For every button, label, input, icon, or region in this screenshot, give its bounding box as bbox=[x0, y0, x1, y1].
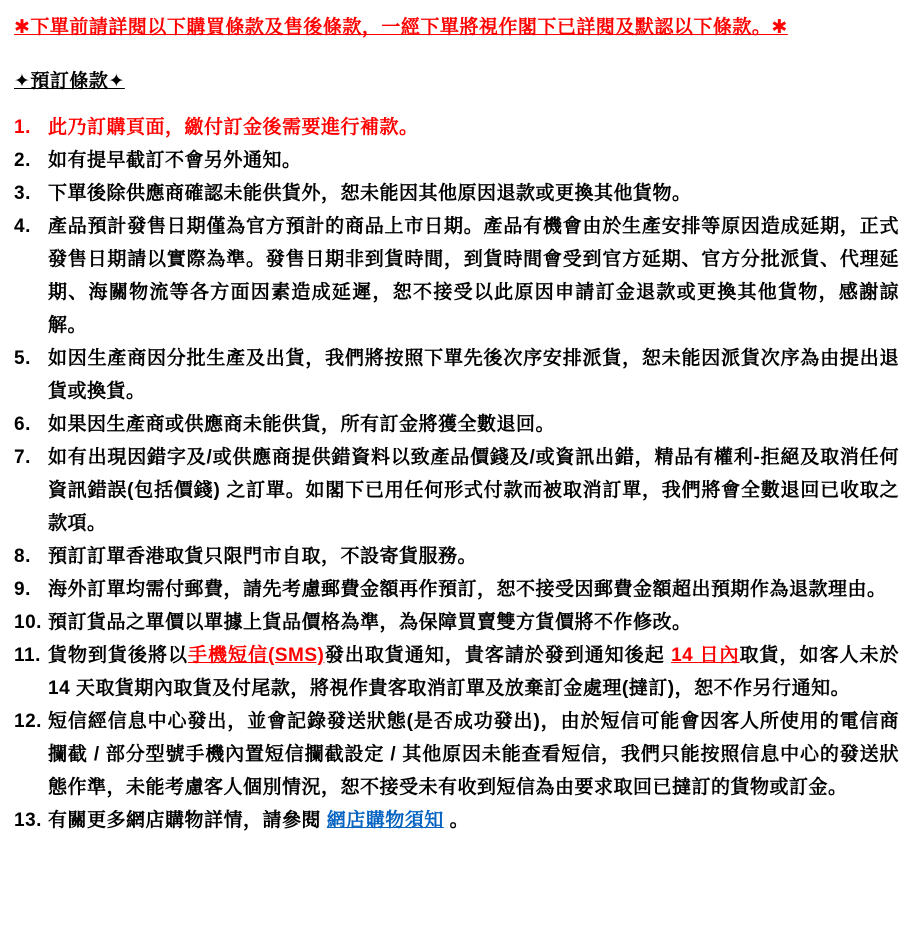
term-number: 6. bbox=[14, 414, 31, 435]
term-text bbox=[48, 441, 899, 540]
term-segment: 如有出現因錯字及/或供應商提供錯資料以致產品價錢及/或資訊出錯，精品有權利-拒絕及取消任何資訊錯誤(包括價錢) 之訂單。如閣下已用任何形式付款而被取消訂單，我們將會全數退回已收取之款項。 bbox=[48, 447, 899, 534]
term-text bbox=[48, 111, 899, 144]
term-number: 12. bbox=[14, 711, 42, 732]
term-item bbox=[14, 606, 899, 639]
term-segment: 海外訂單均需付郵費，請先考慮郵費金額再作預訂，恕不接受因郵費金額超出預期作為退款理由。 bbox=[48, 579, 887, 600]
term-text bbox=[48, 342, 899, 408]
term-text bbox=[48, 177, 899, 210]
term-segment: 貨物到貨後將以 bbox=[48, 645, 188, 666]
term-segment: 如有提早截訂不會另外通知。 bbox=[48, 150, 302, 171]
term-segment: 有關更多網店購物詳情，請參閱 bbox=[48, 810, 327, 831]
term-number: 8. bbox=[14, 546, 31, 567]
pre-order-warning: ✱下單前請詳閱以下購買條款及售後條款，一經下單將視作閣下已詳閱及默認以下條款。✱ bbox=[14, 17, 788, 38]
term-text bbox=[48, 540, 899, 573]
term-text bbox=[48, 606, 899, 639]
term-segment: 產品預計發售日期僅為官方預計的商品上市日期。產品有機會由於生產安排等原因造成延期，正式發售日期請以實際為準。發售日期非到貨時間，到貨時間會受到官方延期、官方分批派貨、代理延期、海關物流等各方面因素造成延遲，恕不接受以此原因申請訂金退款或更換其他貨物，感謝諒解。 bbox=[48, 216, 899, 336]
terms-list bbox=[14, 111, 899, 837]
term-item bbox=[14, 210, 899, 342]
term-segment: 發出取貨通知，貴客請於發到通知後起 bbox=[324, 645, 672, 666]
shop-notice-link[interactable]: 網店購物須知 bbox=[326, 810, 444, 831]
term-item bbox=[14, 639, 899, 705]
term-text bbox=[48, 408, 899, 441]
term-item bbox=[14, 144, 899, 177]
term-item bbox=[14, 342, 899, 408]
term-segment: 。 bbox=[443, 810, 470, 831]
term-text bbox=[48, 804, 899, 837]
term-number: 4. bbox=[14, 216, 31, 237]
term-number: 9. bbox=[14, 579, 31, 600]
highlighted-text: 手機短信(SMS) bbox=[188, 645, 325, 666]
section-title: ✦預訂條款✦ bbox=[14, 71, 125, 92]
term-text bbox=[48, 639, 899, 705]
term-segment: 此乃訂購頁面，繳付訂金後需要進行補款。 bbox=[48, 117, 419, 138]
term-number: 3. bbox=[14, 183, 31, 204]
term-number: 7. bbox=[14, 447, 31, 468]
term-number: 11. bbox=[14, 645, 41, 666]
term-number: 13. bbox=[14, 810, 42, 831]
section-title-row bbox=[14, 66, 899, 98]
term-segment: 如果因生產商或供應商未能供貨，所有訂金將獲全數退回。 bbox=[48, 414, 556, 435]
term-item bbox=[14, 804, 899, 837]
term-item bbox=[14, 540, 899, 573]
term-segment: 取貨，如客人未於 14 天取貨期內取貨及付尾款，將視作貴客取消訂單及放棄訂金處理(撻訂)，恕不作另行通知。 bbox=[48, 645, 899, 699]
term-item bbox=[14, 111, 899, 144]
term-item bbox=[14, 705, 899, 804]
term-text bbox=[48, 144, 899, 177]
term-number: 5. bbox=[14, 348, 31, 369]
term-item bbox=[14, 177, 899, 210]
term-item bbox=[14, 441, 899, 540]
term-item bbox=[14, 573, 899, 606]
term-text bbox=[48, 573, 899, 606]
term-number: 1. bbox=[14, 117, 31, 138]
highlighted-text: 14 日內 bbox=[671, 645, 740, 666]
term-number: 2. bbox=[14, 150, 31, 171]
term-number: 10. bbox=[14, 612, 42, 633]
term-segment: 預訂貨品之單價以單據上貨品價格為準，為保障買賣雙方貨價將不作修改。 bbox=[48, 612, 692, 633]
term-text bbox=[48, 210, 899, 342]
term-segment: 下單後除供應商確認未能供貨外，恕未能因其他原因退款或更換其他貨物。 bbox=[48, 183, 692, 204]
term-segment: 短信經信息中心發出，並會記錄發送狀態(是否成功發出)，由於短信可能會因客人所使用的電信商攔截 / 部分型號手機內置短信攔截設定 / 其他原因未能查看短信，我們只能按照信息中心的發送狀態作準，未能考慮客人個別情況，恕不接受未有收到短信為由要求取回已撻訂的貨物或訂金。 bbox=[48, 711, 899, 798]
term-segment: 預訂訂單香港取貨只限門市自取，不設寄貨服務。 bbox=[48, 546, 478, 567]
term-text bbox=[48, 705, 899, 804]
term-item bbox=[14, 408, 899, 441]
term-segment: 如因生產商因分批生產及出貨，我們將按照下單先後次序安排派貨，恕未能因派貨次序為由提出退貨或換貨。 bbox=[48, 348, 899, 402]
